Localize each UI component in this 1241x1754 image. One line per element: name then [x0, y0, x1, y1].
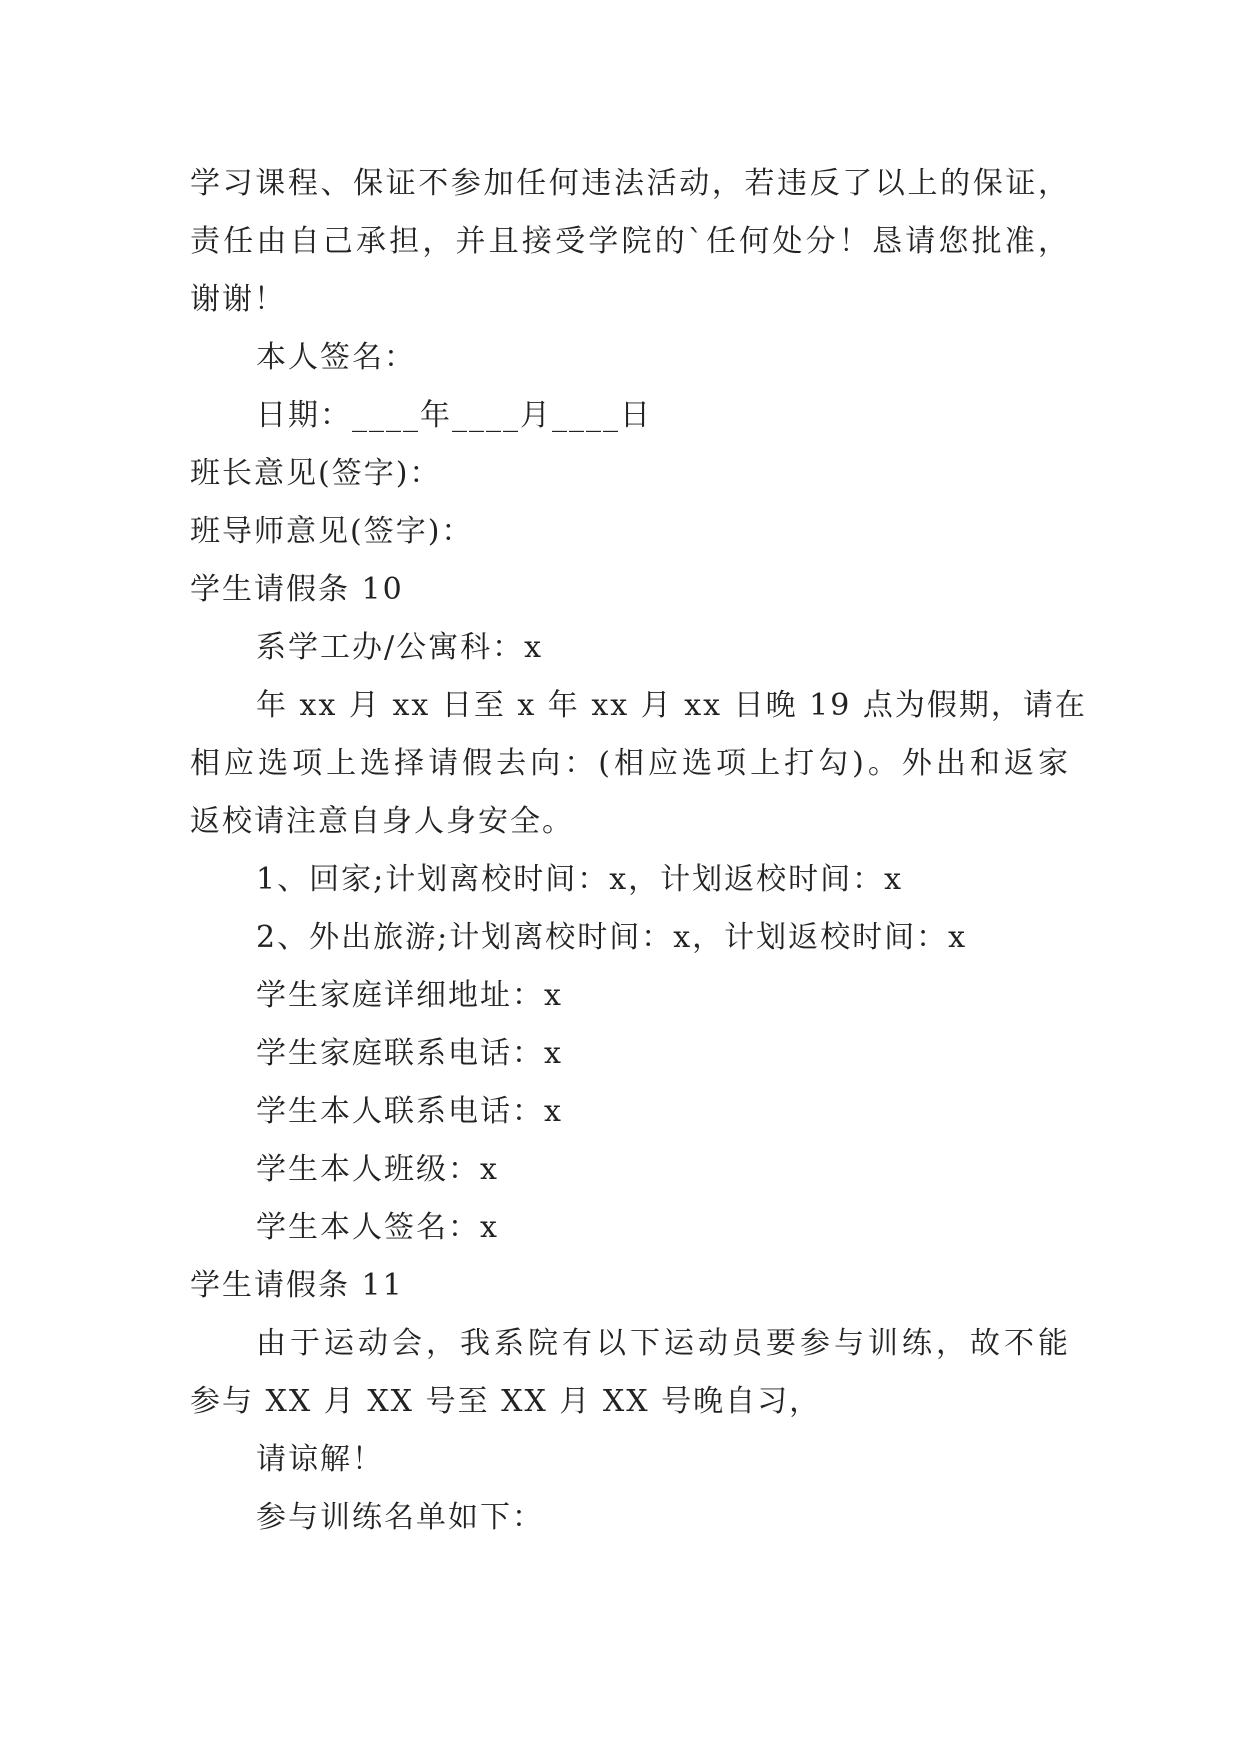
document-body	[190, 155, 1087, 1547]
paragraph-line: 由于运动会，我系院有以下运动员要参与训练，故不能	[256, 1326, 1070, 1361]
addressee-line: 系学工办/公寓科：x	[256, 630, 544, 665]
paragraph-line: 相应选项上选择请假去向：(相应选项上打勾)。外出和返家	[190, 746, 1070, 781]
section-heading: 学生请假条 10	[190, 572, 404, 607]
paragraph-line: 参与训练名单如下：	[256, 1500, 544, 1535]
paragraph-line: 谢谢！	[190, 282, 286, 317]
monitor-opinion-line: 班长意见(签字)：	[190, 456, 442, 491]
field-line: 学生本人班级：x	[256, 1152, 499, 1187]
option-line: 2、外出旅游;计划离校时间：x，计划返校时间：x	[256, 920, 968, 955]
field-line: 学生家庭联系电话：x	[256, 1036, 563, 1071]
section-heading: 学生请假条 11	[190, 1268, 404, 1303]
paragraph-line: 参与 XX 月 XX 号至 XX 月 XX 号晚自习，	[190, 1384, 822, 1419]
paragraph-line: 年 xx 月 xx 日至 x 年 xx 月 xx 日晚 19 点为假期，请在	[256, 688, 1087, 723]
paragraph-line: 返校请注意自身人身安全。	[190, 804, 574, 839]
date-line: 日期：____年____月____日	[256, 398, 652, 433]
paragraph-line: 责任由自己承担，并且接受学院的`任何处分！恳请您批准，	[190, 224, 1070, 259]
option-line: 1、回家;计划离校时间：x，计划返校时间：x	[256, 862, 904, 897]
field-line: 学生家庭详细地址：x	[256, 978, 563, 1013]
signature-line: 本人签名：	[256, 340, 416, 375]
paragraph-line: 学习课程、保证不参加任何违法活动，若违反了以上的保证，	[190, 166, 1070, 201]
field-line: 学生本人签名：x	[256, 1210, 499, 1245]
field-line: 学生本人联系电话：x	[256, 1094, 563, 1129]
advisor-opinion-line: 班导师意见(签字)：	[190, 514, 474, 549]
paragraph-line: 请谅解！	[256, 1442, 384, 1477]
